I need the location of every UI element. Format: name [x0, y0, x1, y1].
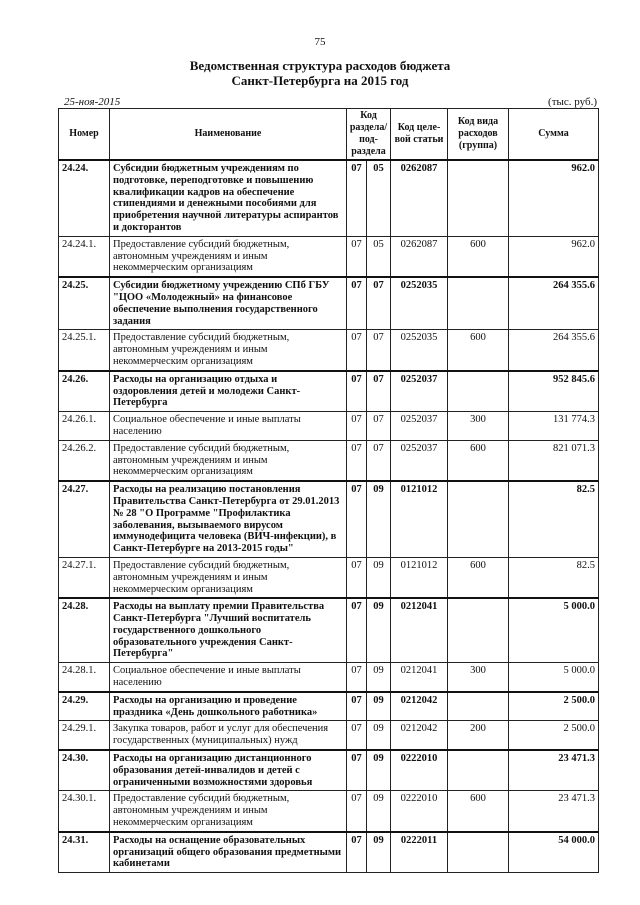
- cell-target-code: 0212042: [391, 721, 448, 750]
- table-row: [59, 791, 599, 832]
- cell-expense-type: 600: [448, 236, 509, 277]
- cell-subsection: 09: [367, 721, 391, 750]
- cell-section: 07: [347, 598, 367, 662]
- cell-expense-type: [448, 277, 509, 330]
- cell-target-code: 0252037: [391, 412, 448, 441]
- cell-section: 07: [347, 371, 367, 412]
- table-row: [59, 371, 599, 412]
- cell-expense-type: 600: [448, 557, 509, 598]
- cell-target-code: 0212041: [391, 598, 448, 662]
- col-header-target: Код целе- вой статьи: [391, 109, 448, 161]
- table-row: [59, 412, 599, 441]
- cell-number: 24.26.1.: [59, 412, 110, 441]
- cell-amount: 962.0: [509, 160, 599, 236]
- cell-subsection: 05: [367, 236, 391, 277]
- cell-name: Предоставление субсидий бюджетным, автономным учреждениям и иным некоммерческим организациям: [110, 557, 347, 598]
- table-row: [59, 481, 599, 557]
- cell-subsection: 07: [367, 330, 391, 371]
- cell-subsection: 09: [367, 481, 391, 557]
- cell-amount: 952 845.6: [509, 371, 599, 412]
- cell-name: Предоставление субсидий бюджетным, автономным учреждениям и иным некоммерческим организациям: [110, 236, 347, 277]
- cell-number: 24.29.1.: [59, 721, 110, 750]
- cell-name: Предоставление субсидий бюджетным, автономным учреждениям и иным некоммерческим организациям: [110, 791, 347, 832]
- cell-amount: 131 774.3: [509, 412, 599, 441]
- cell-amount: 5 000.0: [509, 663, 599, 692]
- cell-name: Расходы на организацию отдыха и оздоровления детей и молодежи Санкт-Петербурга: [110, 371, 347, 412]
- cell-name: Предоставление субсидий бюджетным, автономным учреждениям и иным некоммерческим организациям: [110, 440, 347, 481]
- cell-target-code: 0121012: [391, 557, 448, 598]
- cell-amount: 962.0: [509, 236, 599, 277]
- cell-subsection: 05: [367, 160, 391, 236]
- cell-name: Предоставление субсидий бюджетным, автономным учреждениям и иным некоммерческим организациям: [110, 330, 347, 371]
- table-row: [59, 236, 599, 277]
- cell-target-code: 0262087: [391, 236, 448, 277]
- cell-section: 07: [347, 832, 367, 873]
- cell-section: 07: [347, 692, 367, 721]
- table-row: [59, 692, 599, 721]
- cell-expense-type: [448, 160, 509, 236]
- cell-number: 24.24.: [59, 160, 110, 236]
- cell-number: 24.30.1.: [59, 791, 110, 832]
- col-header-expense-type: Код вида расходов (группа): [448, 109, 509, 161]
- table-row: [59, 663, 599, 692]
- cell-expense-type: 600: [448, 440, 509, 481]
- cell-amount: 2 500.0: [509, 721, 599, 750]
- cell-subsection: 07: [367, 440, 391, 481]
- cell-name: Расходы на оснащение образовательных организаций общего образования предметными кабинетами: [110, 832, 347, 873]
- cell-section: 07: [347, 750, 367, 791]
- table-row: [59, 440, 599, 481]
- table-row: [59, 750, 599, 791]
- cell-section: 07: [347, 160, 367, 236]
- cell-target-code: 0222010: [391, 750, 448, 791]
- col-header-section: Код раздела/ под- раздела: [347, 109, 391, 161]
- table-row: [59, 330, 599, 371]
- cell-amount: 54 000.0: [509, 832, 599, 873]
- cell-target-code: 0121012: [391, 481, 448, 557]
- cell-number: 24.25.1.: [59, 330, 110, 371]
- col-header-name: Наименование: [110, 109, 347, 161]
- col-header-number: Номер: [59, 109, 110, 161]
- table-row: [59, 598, 599, 662]
- cell-target-code: 0252037: [391, 371, 448, 412]
- cell-subsection: 09: [367, 832, 391, 873]
- cell-amount: 264 355.6: [509, 330, 599, 371]
- cell-number: 24.24.1.: [59, 236, 110, 277]
- cell-section: 07: [347, 721, 367, 750]
- cell-expense-type: [448, 692, 509, 721]
- cell-section: 07: [347, 330, 367, 371]
- cell-name: Закупка товаров, работ и услуг для обеспечения государственных (муниципальных) нужд: [110, 721, 347, 750]
- cell-expense-type: [448, 598, 509, 662]
- cell-amount: 5 000.0: [509, 598, 599, 662]
- cell-expense-type: [448, 481, 509, 557]
- cell-target-code: 0212041: [391, 663, 448, 692]
- cell-target-code: 0252035: [391, 330, 448, 371]
- cell-number: 24.30.: [59, 750, 110, 791]
- cell-subsection: 09: [367, 791, 391, 832]
- cell-name: Субсидии бюджетным учреждениям по подготовке, переподготовке и повышению квалификации кадров на обеспечение стипендиями и денежными пособиями для приобретения научной литературы аспирантов и докторантов: [110, 160, 347, 236]
- cell-expense-type: 300: [448, 663, 509, 692]
- cell-expense-type: 200: [448, 721, 509, 750]
- title-line-2: Санкт-Петербурга на 2015 год: [231, 73, 409, 88]
- cell-subsection: 07: [367, 412, 391, 441]
- cell-target-code: 0262087: [391, 160, 448, 236]
- cell-target-code: 0252037: [391, 440, 448, 481]
- cell-expense-type: [448, 371, 509, 412]
- cell-name: Социальное обеспечение и иные выплаты населению: [110, 663, 347, 692]
- cell-amount: 264 355.6: [509, 277, 599, 330]
- cell-subsection: 09: [367, 598, 391, 662]
- document-title: [0, 58, 640, 88]
- table-row: [59, 557, 599, 598]
- table-row: [59, 832, 599, 873]
- cell-section: 07: [347, 277, 367, 330]
- cell-number: 24.28.1.: [59, 663, 110, 692]
- cell-expense-type: 300: [448, 412, 509, 441]
- cell-subsection: 09: [367, 692, 391, 721]
- cell-subsection: 07: [367, 371, 391, 412]
- cell-number: 24.27.1.: [59, 557, 110, 598]
- table-header: [59, 109, 599, 161]
- cell-target-code: 0222011: [391, 832, 448, 873]
- cell-section: 07: [347, 791, 367, 832]
- col-header-amount: Сумма: [509, 109, 599, 161]
- cell-amount: 82.5: [509, 557, 599, 598]
- cell-name: Расходы на выплату премии Правительства Санкт-Петербурга "Лучший воспитатель государственного дошкольного образовательного учреждения Санкт-Петербурга": [110, 598, 347, 662]
- budget-table: [58, 108, 599, 873]
- cell-name: Расходы на организацию и проведение праздника «День дошкольного работника»: [110, 692, 347, 721]
- report-date: 25-ноя-2015: [64, 96, 121, 108]
- cell-number: 24.31.: [59, 832, 110, 873]
- cell-target-code: 0252035: [391, 277, 448, 330]
- cell-section: 07: [347, 663, 367, 692]
- cell-subsection: 09: [367, 750, 391, 791]
- cell-number: 24.27.: [59, 481, 110, 557]
- cell-subsection: 09: [367, 557, 391, 598]
- cell-amount: 82.5: [509, 481, 599, 557]
- cell-expense-type: [448, 750, 509, 791]
- cell-section: 07: [347, 481, 367, 557]
- cell-target-code: 0222010: [391, 791, 448, 832]
- table-row: [59, 721, 599, 750]
- cell-number: 24.26.2.: [59, 440, 110, 481]
- table-row: [59, 160, 599, 236]
- cell-expense-type: [448, 832, 509, 873]
- cell-section: 07: [347, 412, 367, 441]
- units-label: (тыс. руб.): [548, 96, 597, 108]
- cell-subsection: 07: [367, 277, 391, 330]
- cell-expense-type: 600: [448, 330, 509, 371]
- cell-amount: 23 471.3: [509, 791, 599, 832]
- cell-target-code: 0212042: [391, 692, 448, 721]
- cell-name: Субсидии бюджетному учреждению СПб ГБУ "ЦОО «Молодежный» на финансовое обеспечение выполнения государственного задания: [110, 277, 347, 330]
- cell-subsection: 09: [367, 663, 391, 692]
- cell-name: Расходы на организацию дистанционного образования детей-инвалидов и детей с ограниченными возможностями здоровья: [110, 750, 347, 791]
- cell-number: 24.26.: [59, 371, 110, 412]
- cell-number: 24.28.: [59, 598, 110, 662]
- cell-section: 07: [347, 236, 367, 277]
- cell-section: 07: [347, 440, 367, 481]
- cell-number: 24.29.: [59, 692, 110, 721]
- cell-name: Расходы на реализацию постановления Правительства Санкт-Петербурга от 29.01.2013 № 28 "О Программе "Профилактика заболевания, вызываемого вирусом иммунодефицита человека (ВИЧ-инфекции), в Санкт-Петербурге на 2013-2015 годы": [110, 481, 347, 557]
- cell-section: 07: [347, 557, 367, 598]
- cell-expense-type: 600: [448, 791, 509, 832]
- table-row: [59, 277, 599, 330]
- cell-number: 24.25.: [59, 277, 110, 330]
- title-line-1: Ведомственная структура расходов бюджета: [189, 58, 451, 73]
- cell-name: Социальное обеспечение и иные выплаты населению: [110, 412, 347, 441]
- cell-amount: 2 500.0: [509, 692, 599, 721]
- page-number: 75: [314, 36, 326, 48]
- cell-amount: 23 471.3: [509, 750, 599, 791]
- cell-amount: 821 071.3: [509, 440, 599, 481]
